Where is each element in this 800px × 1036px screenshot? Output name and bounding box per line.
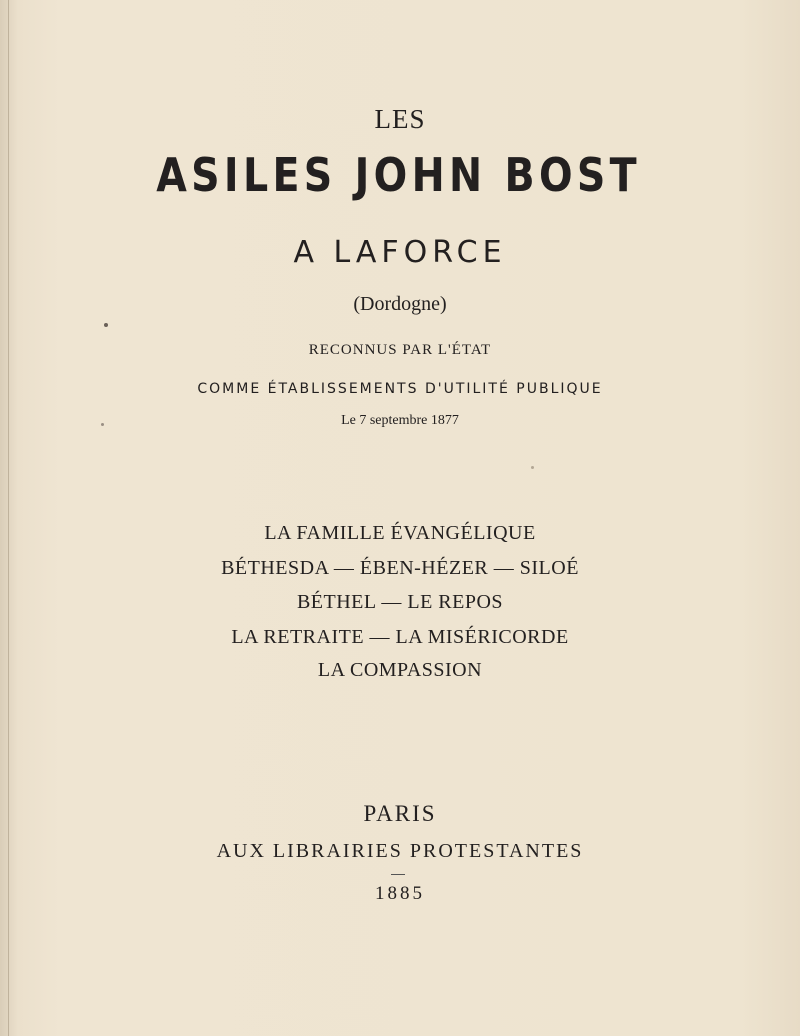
institution-line: LA FAMILLE ÉVANGÉLIQUE [264, 522, 536, 544]
status-line: COMME ÉTABLISSEMENTS D'UTILITÉ PUBLIQUE [197, 381, 603, 397]
imprint-year: 1885 [375, 883, 425, 904]
institution-line: LA RETRAITE — LA MISÉRICORDE [231, 626, 569, 648]
institution-line: LA COMPASSION [317, 659, 483, 681]
institution-line: BÉTHEL — LE REPOS [296, 591, 504, 613]
title-article: LES [374, 104, 426, 134]
imprint-publisher: AUX LIBRAIRIES PROTESTANTES [216, 840, 584, 862]
region-label: (Dordogne) [353, 293, 447, 315]
location-title: A LAFORCE [293, 235, 507, 270]
imprint-city: PARIS [363, 801, 437, 826]
ink-speck [531, 466, 534, 469]
institution-line: BÉTHESDA — ÉBEN-HÉZER — SILOÉ [221, 557, 579, 579]
recognition-line: RECONNUS PAR L'ÉTAT [308, 342, 492, 358]
ink-speck [101, 423, 104, 426]
recognition-date: Le 7 septembre 1877 [341, 413, 459, 428]
imprint-rule [391, 874, 405, 875]
ink-speck [104, 323, 108, 327]
page-edge [8, 0, 9, 1036]
main-title: ASILES JOHN BOST [156, 148, 641, 202]
